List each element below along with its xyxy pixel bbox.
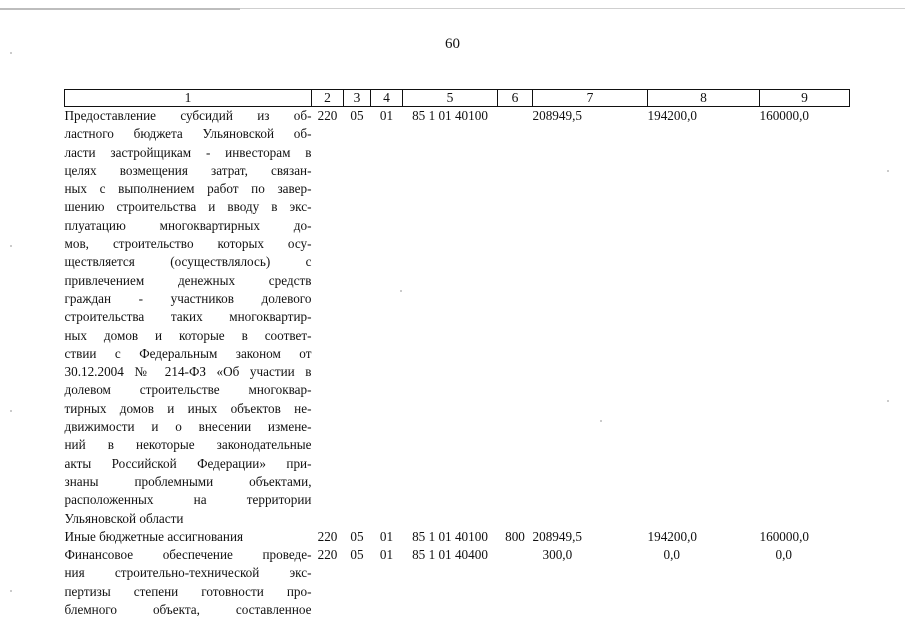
row-col-3: [344, 528, 371, 619]
header-col-3: 3: [344, 90, 371, 107]
value-line: 0,0: [775, 547, 792, 563]
row-col-8: 194200,0: [647, 108, 697, 123]
row-name-line: ных домов и которые в соответ-: [64, 327, 312, 343]
row-name-line: целях возмещения затрат, связан-: [64, 162, 312, 178]
header-col-1: 1: [65, 90, 312, 107]
row-name-line: акты Российской Федерации» при-: [64, 455, 312, 471]
row-name-line: ных с выполнением работ по завер-: [64, 181, 312, 197]
value-line: 01: [379, 547, 394, 563]
value-line: 05: [350, 547, 364, 563]
row-name-line: мов, строительство которых осу-: [64, 236, 312, 252]
row-name-cell: [65, 107, 312, 528]
row-name-line: долевом строительстве многоквар-: [64, 382, 312, 398]
scan-speck: [600, 420, 602, 422]
row-col-9: [760, 528, 850, 619]
table-row: [65, 107, 850, 528]
scan-speck: [10, 245, 12, 247]
row-col-5: [403, 528, 498, 619]
row-name-line: ний в некоторые законодательные: [64, 437, 312, 453]
scan-speck: [887, 170, 889, 172]
row-name-line: 30.12.2004 № 214-ФЗ «Об участии в: [64, 364, 312, 380]
row-col-4: [371, 528, 403, 619]
value-line: 194200,0: [647, 528, 697, 544]
row-name-line: Финансовое обеспечение проведе-: [64, 547, 312, 563]
value-line: 85 1 01 40100: [412, 528, 488, 544]
value-line: 01: [379, 528, 394, 544]
header-col-6: 6: [498, 90, 533, 107]
header-col-2: 2: [312, 90, 344, 107]
header-col-4: 4: [371, 90, 403, 107]
value-line: 300,0: [542, 547, 573, 563]
row-col-2: [312, 528, 344, 619]
row-col-6: [498, 107, 533, 528]
scan-speck: [10, 590, 12, 592]
row-name-line: плуатацию многоквартирных до-: [64, 217, 312, 233]
header-col-8: 8: [648, 90, 760, 107]
table-row: [65, 528, 850, 619]
row-col-2: 220: [317, 108, 338, 123]
scan-speck: [400, 290, 402, 292]
value-line: 0,0: [663, 547, 680, 563]
value-line: 220: [317, 547, 338, 563]
value-line: 05: [350, 528, 364, 544]
scan-speck: [887, 400, 889, 402]
row-name-line: ществляется (осуществлялось) с: [64, 254, 312, 270]
row-name-line: знаны проблемными объектами,: [64, 473, 312, 489]
scan-speck: [10, 52, 12, 54]
value-line: 800: [505, 528, 525, 544]
scan-speck: [10, 410, 12, 412]
value-line: 85 1 01 40400: [412, 547, 488, 563]
header-col-5: 5: [403, 90, 498, 107]
row-name-line: пертизы степени готовности про-: [64, 583, 312, 599]
header-col-7: 7: [533, 90, 648, 107]
row-name-line: ластного бюджета Ульяновской об-: [64, 126, 312, 142]
row-name-line: ния строительно-технической экс-: [64, 565, 312, 581]
row-col-7: 208949,5: [532, 108, 582, 123]
page-number: 60: [445, 36, 460, 52]
row-name-line: ствии с Федеральным законом от: [64, 345, 312, 361]
row-name-cell: [65, 528, 312, 619]
row-name-line: Ульяновской области: [64, 510, 184, 526]
value-line: 160000,0: [759, 528, 809, 544]
row-name-line: граждан - участников долевого: [64, 290, 312, 306]
row-name-line: шению строительства и вводу в экс-: [64, 199, 312, 215]
row-col-9: 160000,0: [759, 108, 809, 123]
row-name-line: расположенных на территории: [64, 492, 312, 508]
budget-table: [64, 89, 850, 619]
scan-edge-shadow: [0, 8, 240, 10]
row-name-line: Предоставление субсидий из об-: [64, 108, 312, 123]
row-col-7: [533, 528, 648, 619]
row-name-line: тирных домов и иных объектов не-: [64, 400, 312, 416]
row-name-line: движимости и о внесении измене-: [64, 419, 312, 435]
row-col-5: 85 1 01 40100: [412, 108, 488, 123]
row-name-line: привлечением денежных средств: [64, 272, 312, 288]
row-name-line: ласти застройщикам - инвесторам в: [64, 144, 312, 160]
row-name-line: строительства таких многоквартир-: [64, 309, 312, 325]
header-col-9: 9: [760, 90, 850, 107]
row-col-3: 05: [350, 108, 364, 123]
row-col-8: [648, 528, 760, 619]
row-col-6: [498, 528, 533, 619]
value-line: 220: [317, 528, 338, 544]
value-line: 208949,5: [532, 528, 582, 544]
row-col-4: 01: [379, 108, 394, 123]
row-name-line: Иные бюджетные ассигнования: [64, 528, 244, 544]
row-name-line: блемного объекта, составленное: [64, 602, 312, 618]
table-header-row: [65, 90, 850, 107]
